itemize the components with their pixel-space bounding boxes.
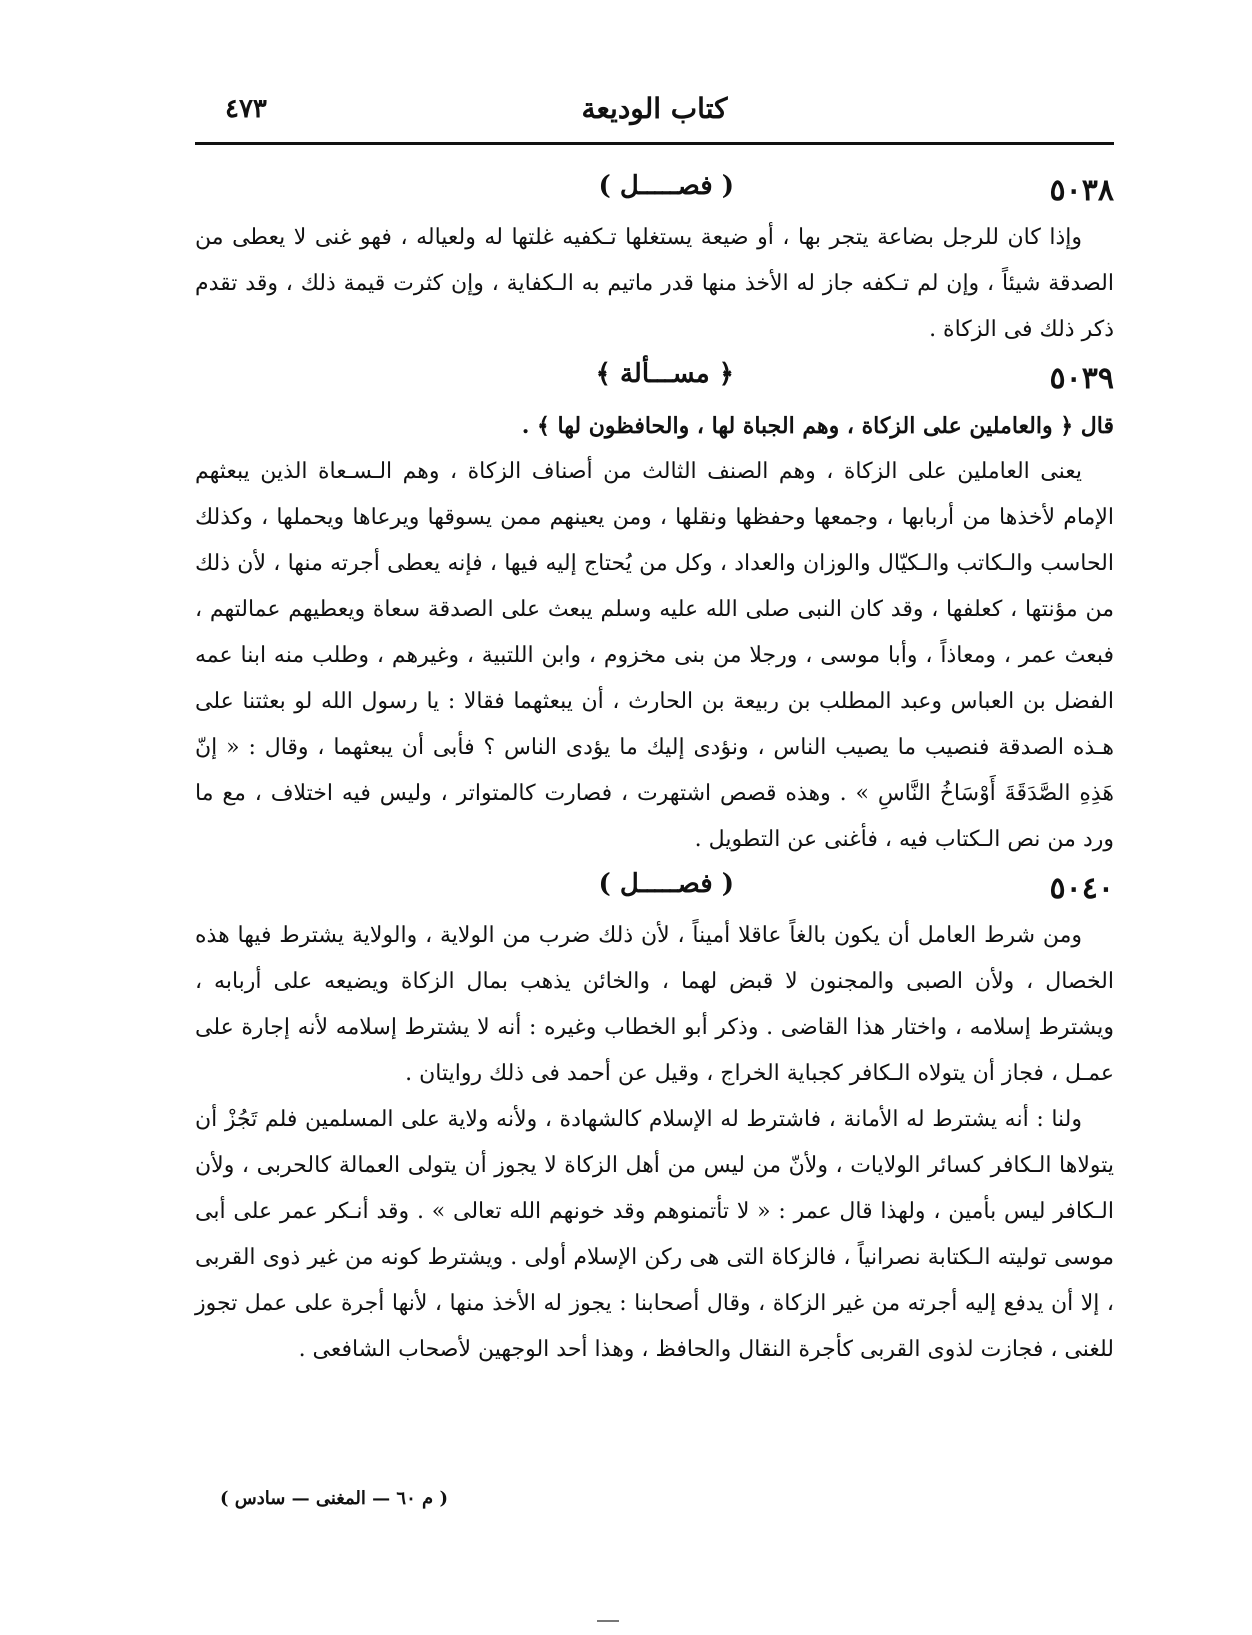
quoted-text: قال ﴿ والعاملين على الزكاة ، وهم الجباة لها ، والحافظون لها ﴾ . [521,413,1114,439]
section-heading [195,165,1114,215]
page-body [195,165,1114,1373]
page-title: كتاب الوديعة [581,92,728,125]
page-number: ٤٧٣ [225,94,267,124]
paragraph: ولنا : أنه يشترط له الأمانة ، فاشترط له الإسلام كالشهادة ، ولأنه ولاية على المسلمين فلم تَجُزْ أن يتولاها الـكافر كسائر الولايات ، ولأنّ من ليس من أهل الزكاة لا يجوز أن يتولى العمالة كالحربى ، ولأن الـكافر ليس بأمين ، ولهذا قال عمر : « لا تأتمنوهم وقد خونهم الله تعالى » . وقد أنـكر عمر على أبى موسى توليته الـكتابة نصرانياً ، فالزكاة التى هى ركن الإسلام أولى . ويشترط كونه من غير ذوى القربى ، إلا أن يدفع إليه أجرته من غير الزكاة ، وقال أصحابنا : يجوز له الأخذ منها ، لأنها أجرة على عمل تجوز للغنى ، فجازت لذوى القربى كأجرة النقال والحافظ ، وهذا أحد الوجهين لأصحاب الشافعى . [195,1107,1114,1362]
section-label: ( فصـــــل ) [598,171,734,201]
section-label: ( فصـــــل ) [598,869,734,899]
section-5038 [195,165,1114,353]
section-label: ﴿ مســـألة ﴾ [595,359,734,389]
section-5039 [195,353,1114,863]
printer-signature: ( م ٦٠ — المغنى — سادس ) [220,1488,448,1509]
section-heading [195,353,1114,403]
header-rule [195,142,1114,145]
paragraph: ومن شرط العامل أن يكون بالغاً عاقلا أميناً ، لأن ذلك ضرب من الولاية ، والولاية يشترط فيها هذه الخصال ، ولأن الصبى والمجنون لا قبض لهما ، والخائن يذهب بمال الزكاة ويضيعه على أربابه ، ويشترط إسلامه ، واختار هذا القاضى . وذكر أبو الخطاب وغيره : أنه لا يشترط إسلامه لأنه إجارة على عمـل ، فجاز أن يتولاه الـكافر كجباية الخراج ، وقيل عن أحمد فى ذلك روايتان . [195,923,1114,1086]
bottom-mark [597,1620,619,1622]
section-number: ٥٠٤٠ [1049,871,1114,906]
section-5040 [195,863,1114,1373]
section-number: ٥٠٣٩ [1049,361,1114,396]
section-heading [195,863,1114,913]
paragraph: يعنى العاملين على الزكاة ، وهم الصنف الثالث من أصناف الزكاة ، وهم الـسـعاة الذين يبعثهم الإمام لأخذها من أربابها ، وجمعها وحفظها ونقلها ، ومن يعينهم ممن يسوقها ويرعاها ويحملها ، وكذلك الحاسب والـكاتب والـكيّال والوزان والعداد ، وكل من يُحتاج إليه فيها ، فإنه يعطى أجرته منها ، لأن ذلك من مؤنتها ، كعلفها ، وقد كان النبى صلى الله عليه وسلم يبعث على الصدقة سعاة ويعطيهم عمالتهم ، فبعث عمر ، ومعاذاً ، وأبا موسى ، ورجلا من بنى مخزوم ، وابن اللتبية ، وغيرهم ، وطلب منه ابنا عمه الفضل بن العباس وعبد المطلب بن ربيعة بن الحارث ، أن يبعثهما فقالا : يا رسول الله لو بعثتنا على هـذه الصدقة فنصيب ما يصيب الناس ، ونؤدى إليك ما يؤدى الناس ؟ فأبى أن يبعثهما ، وقال : « إنّ هَذِهِ الصَّدَقَةَ أَوْسَاخُ النَّاسِ » . وهذه قصص اشتهرت ، فصارت كالمتواتر ، وليس فيه اختلاف ، مع ما ورد من نص الـكتاب فيه ، فأغنى عن التطويل . [195,459,1115,852]
paragraph: وإذا كان للرجل بضاعة يتجر بها ، أو ضيعة يستغلها تـكفيه غلتها له ولعياله ، فهو غنى لا يعطى من الصدقة شيئاً ، وإن لم تـكفه جاز له الأخذ منها قدر ماتيم به الـكفاية ، وإن كثرت قيمة ذلك ، وقد تقدم ذكر ذلك فى الزكاة . [195,225,1114,342]
section-number: ٥٠٣٨ [1049,173,1114,208]
page-header [195,92,1114,142]
